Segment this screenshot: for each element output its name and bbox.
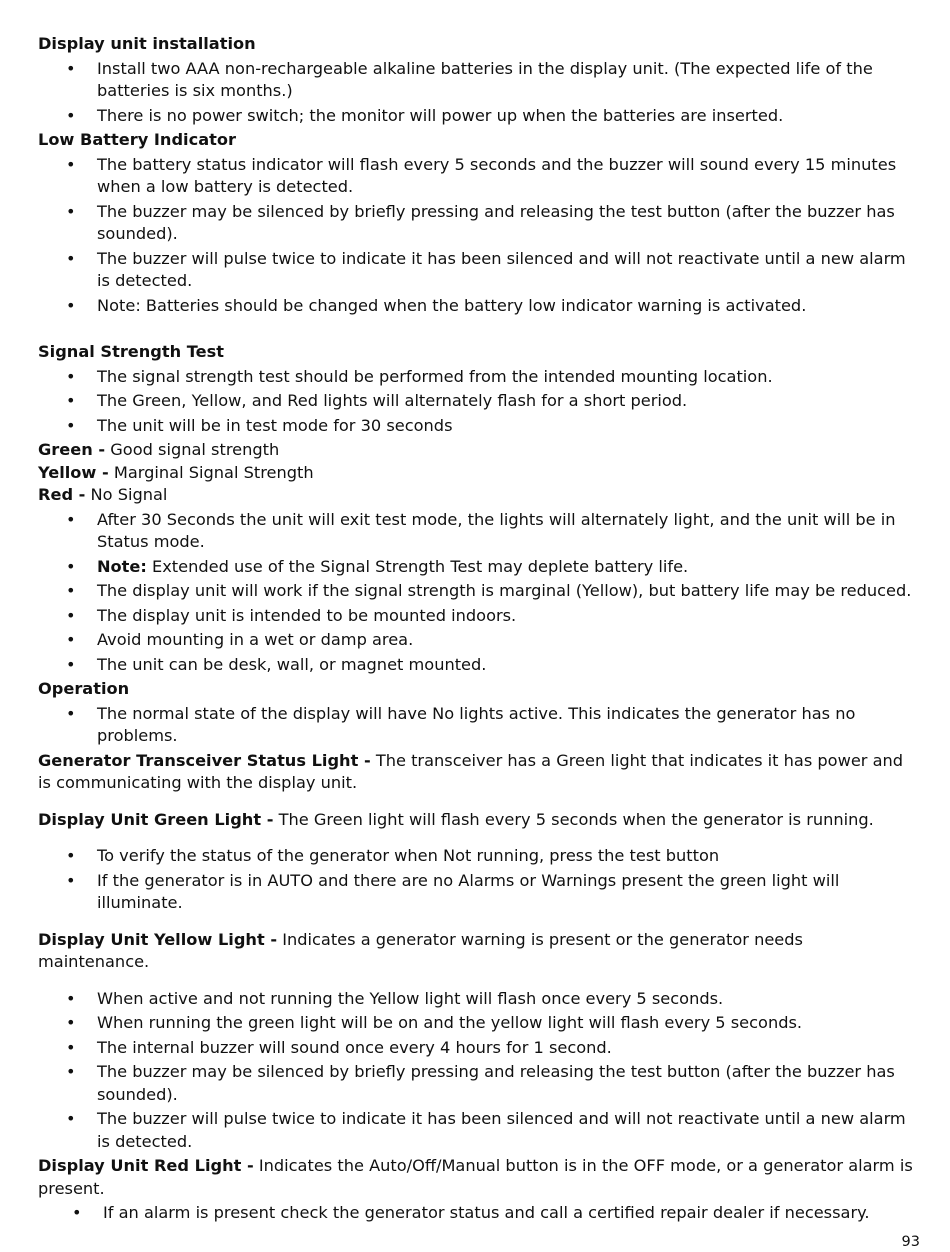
- heading-display-install: Display unit installation: [38, 34, 256, 53]
- manual-page: [38, 32, 916, 1227]
- bullet-icon: •: [66, 201, 76, 221]
- list-item: • Note: Batteries should be changed when the battery low indicator warning is activated.: [38, 295, 916, 318]
- bullet-icon: •: [66, 1062, 76, 1081]
- list-item: • The buzzer will pulse twice to indicate it has been silenced and will not reactivate until a new alarm is detected.: [66, 248, 906, 290]
- bullet-icon: •: [66, 1037, 76, 1057]
- signal-red-line: Red - No Signal: [38, 485, 168, 504]
- bullet-icon: •: [66, 846, 76, 865]
- heading-low-battery: Low Battery Indicator: [38, 130, 236, 149]
- bullet-icon: •: [66, 605, 76, 625]
- list-item: • Avoid mounting in a wet or damp area.: [38, 629, 916, 652]
- bullet-icon: •: [66, 58, 76, 78]
- bullet-icon: •: [66, 988, 76, 1008]
- bullet-icon: •: [66, 870, 76, 890]
- list-signal-test: [38, 366, 916, 438]
- list-item: • The buzzer will pulse twice to indicate it has been silenced and will not reactivate until a new alarm is detected.: [66, 1109, 906, 1151]
- heading-operation: Operation: [38, 679, 130, 698]
- list-item: • After 30 Seconds the unit will exit test mode, the lights will alternately light, and the unit will be in Status mode.: [66, 509, 896, 551]
- list-item: • There is no power switch; the monitor will power up when the batteries are inserted.: [38, 105, 916, 128]
- list-yellow-light: [38, 988, 916, 1154]
- list-item: • The unit will be in test mode for 30 seconds: [38, 415, 916, 438]
- list-item: • The display unit is intended to be mounted indoors.: [38, 605, 916, 628]
- list-item: • When running the green light will be on and the yellow light will flash every 5 seconds.: [38, 1012, 916, 1035]
- list-item: • The internal buzzer will sound once every 4 hours for 1 second.: [38, 1037, 916, 1060]
- list-item: • If an alarm is present check the generator status and call a certified repair dealer if necessary.: [38, 1202, 916, 1225]
- bullet-icon: •: [66, 556, 76, 576]
- list-item: • The signal strength test should be performed from the intended mounting location.: [38, 366, 916, 389]
- yellow-light-paragraph: Display Unit Yellow Light - Indicates a generator warning is present or the generator needs maintenance.: [38, 929, 803, 971]
- red-light-paragraph: Display Unit Red Light - Indicates the Auto/Off/Manual button is in the OFF mode, or a generator alarm is present.: [38, 1156, 913, 1198]
- signal-yellow-line: Yellow - Marginal Signal Strength: [38, 462, 314, 482]
- list-item: • The display unit will work if the signal strength is marginal (Yellow), but battery life may be reduced.: [38, 580, 916, 603]
- list-item: • The buzzer may be silenced by briefly pressing and releasing the test button (after the buzzer has sounded).: [66, 201, 895, 243]
- bullet-icon: •: [66, 415, 76, 435]
- bullet-icon: •: [66, 105, 76, 125]
- heading-signal-test: Signal Strength Test: [38, 342, 225, 361]
- bullet-icon: •: [66, 509, 76, 529]
- list-display-install: [38, 58, 916, 128]
- bullet-icon: •: [66, 654, 76, 674]
- transceiver-status-paragraph: Generator Transceiver Status Light - The transceiver has a Green light that indicates it has power and is communicating with the display unit.: [38, 750, 904, 792]
- bullet-icon: •: [66, 154, 76, 174]
- list-item: • The buzzer may be silenced by briefly pressing and releasing the test button (after the buzzer has sounded).: [66, 1062, 895, 1104]
- bullet-icon: •: [66, 630, 76, 649]
- bullet-icon: •: [66, 581, 76, 600]
- bullet-icon: •: [66, 1013, 76, 1032]
- bullet-icon: •: [66, 366, 76, 386]
- list-item: • The normal state of the display will have No lights active. This indicates the generator has no problems.: [66, 703, 856, 745]
- page-number: 93: [901, 1234, 920, 1250]
- list-item: • The Green, Yellow, and Red lights will alternately flash for a short period.: [38, 390, 916, 413]
- list-item: • To verify the status of the generator when Not running, press the test button: [38, 845, 916, 868]
- bullet-icon: •: [66, 703, 76, 723]
- list-item: • When active and not running the Yellow light will flash once every 5 seconds.: [38, 988, 916, 1011]
- list-operation: [38, 703, 916, 748]
- bullet-icon: •: [66, 248, 76, 268]
- list-red-light: [38, 1202, 916, 1225]
- list-item: • The unit can be desk, wall, or magnet mounted.: [38, 654, 916, 677]
- green-light-paragraph: Display Unit Green Light - The Green light will flash every 5 seconds when the generator is running.: [38, 809, 874, 829]
- list-green-light: [38, 845, 916, 915]
- list-low-battery: [38, 154, 916, 318]
- list-item: • The battery status indicator will flash every 5 seconds and the buzzer will sound every 15 minutes when a low battery is detected.: [66, 154, 897, 196]
- list-item: • Note: Extended use of the Signal Strength Test may deplete battery life.: [38, 556, 916, 579]
- bullet-icon: •: [66, 1109, 76, 1128]
- signal-green-line: Green - Good signal strength: [38, 440, 280, 459]
- list-signal-test-after: [38, 509, 916, 677]
- list-item: • If the generator is in AUTO and there are no Alarms or Warnings present the green light will illuminate.: [66, 870, 840, 912]
- bullet-icon: •: [66, 295, 76, 315]
- bullet-icon: •: [66, 391, 76, 410]
- list-item: • Install two AAA non-rechargeable alkaline batteries in the display unit. (The expected life of the batteries is six months.): [66, 58, 873, 100]
- bullet-icon: •: [72, 1203, 82, 1222]
